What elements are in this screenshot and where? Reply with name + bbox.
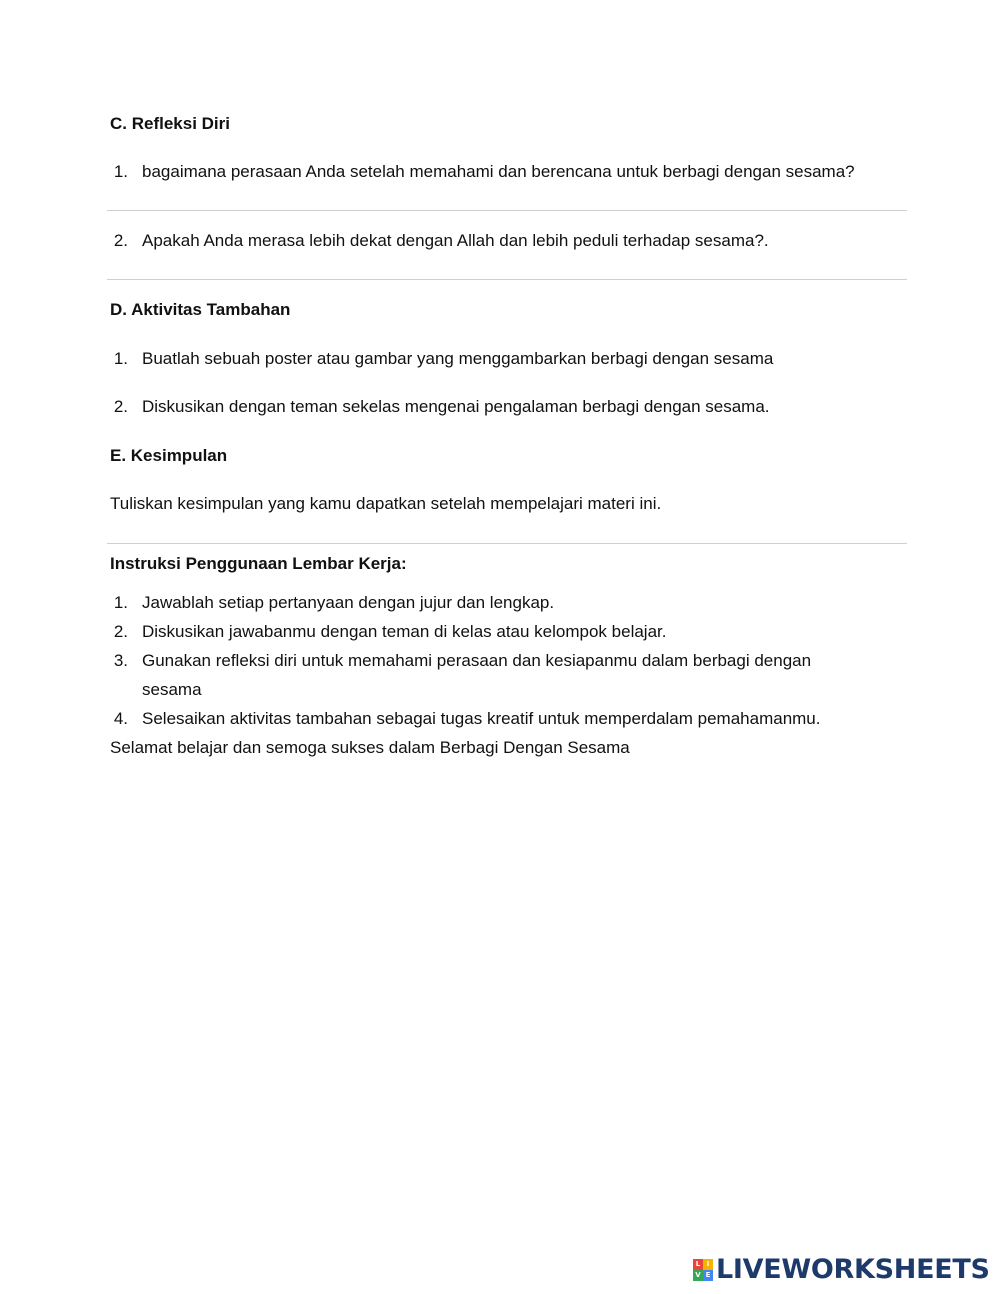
instruction-item-4-number: 4. [113,709,128,728]
instruction-item-2-number: 2. [113,622,128,641]
closing-text: Selamat belajar dan semoga sukses dalam Berbagi Dengan Sesama [110,738,630,757]
section-c-item-1-text: bagaimana perasaan Anda setelah memahami dan berencana untuk berbagi dengan sesama? [142,162,855,181]
instruction-item-3-text: Gunakan refleksi diri untuk memahami perasaan dan kesiapanmu dalam berbagi dengan [142,651,812,670]
section-c-title: C. Refleksi Diri [110,114,230,133]
instruction-item-3-number: 3. [113,651,128,670]
section-c-item-2-number: 2. [113,231,128,250]
logo-text: LIVEWORKSHEETS [716,1254,990,1285]
section-c-item-2-text: Apakah Anda merasa lebih dekat dengan Allah dan lebih peduli terhadap sesama?. [142,231,769,250]
logo-mark-e: E [703,1270,713,1281]
answer-line-e[interactable] [107,543,907,544]
logo-mark-icon [693,1259,713,1281]
section-d-item-2-number: 2. [113,397,128,416]
section-d-item-2-text: Diskusikan dengan teman sekelas mengenai pengalaman berbagi dengan sesama. [142,397,770,416]
section-d-item-1-text: Buatlah sebuah poster atau gambar yang menggambarkan berbagi dengan sesama [142,349,774,368]
liveworksheets-logo[interactable] [693,1255,990,1285]
instruction-item-1-number: 1. [113,593,128,612]
section-e-prompt: Tuliskan kesimpulan yang kamu dapatkan setelah mempelajari materi ini. [110,494,662,513]
section-c-item-1-number: 1. [113,162,128,181]
instruction-item-1-text: Jawablah setiap pertanyaan dengan jujur dan lengkap. [142,593,555,612]
instructions-title: Instruksi Penggunaan Lembar Kerja: [110,554,407,573]
section-d-item-1-number: 1. [113,349,128,368]
instruction-item-3-text-cont: sesama [142,680,202,699]
section-e-title: E. Kesimpulan [110,446,228,465]
section-d-title: D. Aktivitas Tambahan [110,300,291,319]
answer-line-c1[interactable] [107,210,907,211]
logo-mark-l: L [693,1259,703,1270]
instruction-item-2-text: Diskusikan jawabanmu dengan teman di kelas atau kelompok belajar. [142,622,667,641]
answer-line-c2[interactable] [107,279,907,280]
instruction-item-4-text: Selesaikan aktivitas tambahan sebagai tugas kreatif untuk memperdalam pemahamanmu. [142,709,821,728]
logo-mark-i: I [703,1259,713,1270]
logo-mark-v: V [693,1270,703,1281]
